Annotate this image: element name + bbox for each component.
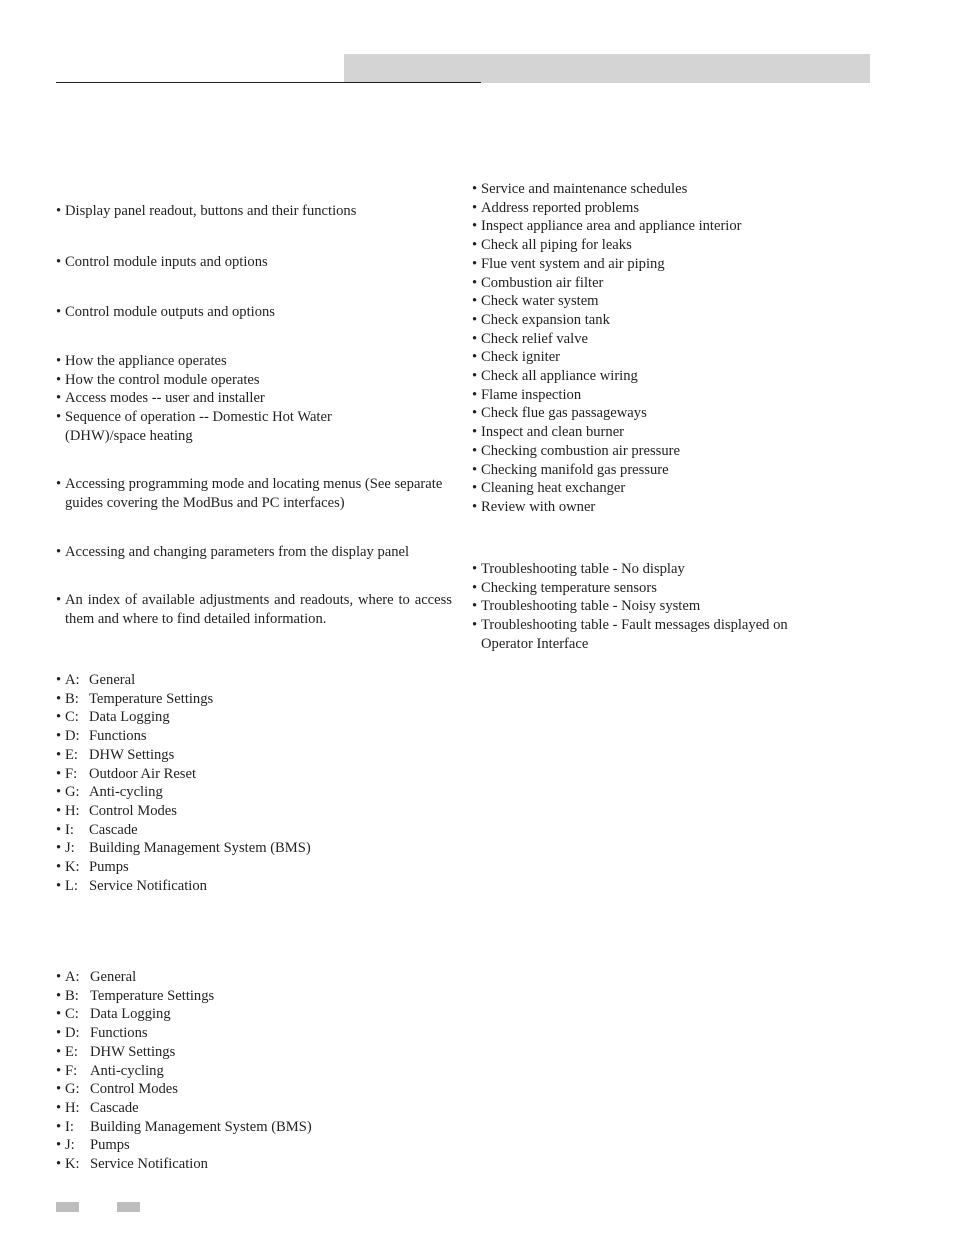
item-code: F: xyxy=(65,765,78,782)
item-code: J: xyxy=(65,1137,75,1154)
list-item xyxy=(56,690,376,709)
display-panel-list xyxy=(56,202,456,221)
item-label: Building Management System (BMS) xyxy=(89,840,311,857)
programming-list xyxy=(56,475,456,512)
list-item xyxy=(56,821,376,840)
list-item: • Check water system xyxy=(472,292,852,311)
item-code: D: xyxy=(65,1025,80,1042)
list-item: • Control module inputs and options xyxy=(56,253,456,272)
list-item: • Check all piping for leaks xyxy=(472,236,852,255)
item-label: General xyxy=(89,672,136,688)
list-item xyxy=(56,1024,376,1043)
list-item: • Cleaning heat exchanger xyxy=(472,479,852,498)
list-item: • Checking manifold gas pressure xyxy=(472,461,852,480)
troubleshooting-list xyxy=(472,560,822,654)
list-item: • Service and maintenance schedules xyxy=(472,180,852,199)
item-code: H: xyxy=(65,1099,80,1116)
inputs-list xyxy=(56,253,456,272)
item-code: I: xyxy=(65,821,74,838)
list-item: • Display panel readout, buttons and their functions xyxy=(56,202,456,221)
list-item: • Accessing programming mode and locating menus (See separate guides covering the ModBus and PC interfaces) xyxy=(56,475,445,512)
item-label: Anti-cycling xyxy=(90,1062,164,1079)
item-code: G: xyxy=(65,1081,80,1098)
list-item xyxy=(56,839,376,858)
list-item: • Accessing and changing parameters from the display panel xyxy=(56,543,456,562)
list-item xyxy=(56,708,376,727)
list-item xyxy=(56,727,376,746)
maintenance-list xyxy=(472,180,852,517)
item-label: Anti-cycling xyxy=(89,784,163,801)
item-label: Temperature Settings xyxy=(90,987,215,1004)
footer-box xyxy=(117,1202,140,1212)
list-item: • How the control module operates xyxy=(56,371,366,390)
list-item xyxy=(56,1118,376,1137)
item-label: Control Modes xyxy=(89,802,177,819)
item-label: Pumps xyxy=(90,1137,130,1154)
list-item xyxy=(56,1099,376,1118)
list-item xyxy=(56,858,376,877)
list-item xyxy=(56,877,376,896)
item-code: B: xyxy=(65,987,79,1004)
item-code: B: xyxy=(65,690,79,707)
list-item xyxy=(56,746,376,765)
list-item: • Checking temperature sensors xyxy=(472,579,822,598)
item-code: L: xyxy=(65,877,78,894)
list-item xyxy=(56,802,376,821)
item-code: I: xyxy=(65,1118,74,1135)
footer-box xyxy=(56,1202,79,1212)
list-item: • Troubleshooting table - Fault messages displayed on Operator Interface xyxy=(472,616,822,653)
list-item: • Inspect appliance area and appliance interior xyxy=(472,217,852,236)
list-item xyxy=(56,783,376,802)
list-item: • How the appliance operates xyxy=(56,352,366,371)
list-item: • Address reported problems xyxy=(472,199,852,218)
list-item xyxy=(56,1080,376,1099)
parameters-list xyxy=(56,543,456,562)
outputs-list xyxy=(56,303,456,322)
item-label: Functions xyxy=(90,1025,148,1042)
item-code: G: xyxy=(65,784,80,801)
item-code: K: xyxy=(65,859,80,876)
list-item xyxy=(56,765,376,784)
list-item: • Control module outputs and options xyxy=(56,303,456,322)
list-item xyxy=(56,987,376,1006)
list-item: • Access modes -- user and installer xyxy=(56,389,366,408)
list-item xyxy=(56,1005,376,1024)
item-label: Temperature Settings xyxy=(89,690,214,707)
operation-list xyxy=(56,352,366,446)
item-label: Cascade xyxy=(89,821,138,838)
header-rule xyxy=(56,82,481,83)
item-code: K: xyxy=(65,1156,80,1173)
item-label: Control Modes xyxy=(90,1081,178,1098)
item-label: Functions xyxy=(89,728,147,745)
settings-list-one xyxy=(56,671,376,895)
item-code: E: xyxy=(65,1043,78,1060)
item-code: A: xyxy=(65,672,80,688)
item-label: Data Logging xyxy=(90,1006,171,1023)
list-item xyxy=(56,968,376,987)
item-code: F: xyxy=(65,1062,78,1079)
list-item: • Checking combustion air pressure xyxy=(472,442,852,461)
list-item xyxy=(56,1136,376,1155)
list-item xyxy=(56,1062,376,1081)
item-label: DHW Settings xyxy=(90,1043,176,1060)
item-label: DHW Settings xyxy=(89,746,175,763)
list-item: • Troubleshooting table - Noisy system xyxy=(472,597,822,616)
list-item: • Check flue gas passageways xyxy=(472,404,852,423)
item-label: Data Logging xyxy=(89,709,170,726)
settings-list-two xyxy=(56,968,376,1174)
header-bar xyxy=(344,54,870,83)
list-item: • Combustion air filter xyxy=(472,274,852,293)
list-item: • Check all appliance wiring xyxy=(472,367,852,386)
item-code: D: xyxy=(65,728,80,745)
list-item: • Check igniter xyxy=(472,348,852,367)
list-item xyxy=(56,671,376,690)
item-code: J: xyxy=(65,840,75,857)
list-item: • Check relief valve xyxy=(472,330,852,349)
list-item: • An index of available adjustments and readouts, where to access them and where to find detailed information. xyxy=(56,591,452,628)
list-item: • Flame inspection xyxy=(472,386,852,405)
item-label: Building Management System (BMS) xyxy=(90,1118,312,1135)
index-list xyxy=(56,591,452,628)
item-code: A: xyxy=(65,969,80,985)
item-label: Cascade xyxy=(90,1099,139,1116)
list-item: • Flue vent system and air piping xyxy=(472,255,852,274)
item-label: Outdoor Air Reset xyxy=(89,765,197,782)
item-label: Pumps xyxy=(89,859,129,876)
list-item: • Review with owner xyxy=(472,498,852,517)
list-item: • Sequence of operation -- Domestic Hot Water (DHW)/space heating xyxy=(56,408,366,445)
item-code: E: xyxy=(65,746,78,763)
item-label: Service Notification xyxy=(90,1156,208,1173)
item-label: Service Notification xyxy=(89,877,207,894)
item-code: C: xyxy=(65,709,79,726)
item-label: General xyxy=(90,969,137,985)
list-item: • Check expansion tank xyxy=(472,311,852,330)
list-item xyxy=(56,1043,376,1062)
list-item: • Inspect and clean burner xyxy=(472,423,852,442)
item-code: H: xyxy=(65,802,80,819)
list-item: • Troubleshooting table - No display xyxy=(472,560,822,579)
item-code: C: xyxy=(65,1006,79,1023)
list-item xyxy=(56,1155,376,1174)
